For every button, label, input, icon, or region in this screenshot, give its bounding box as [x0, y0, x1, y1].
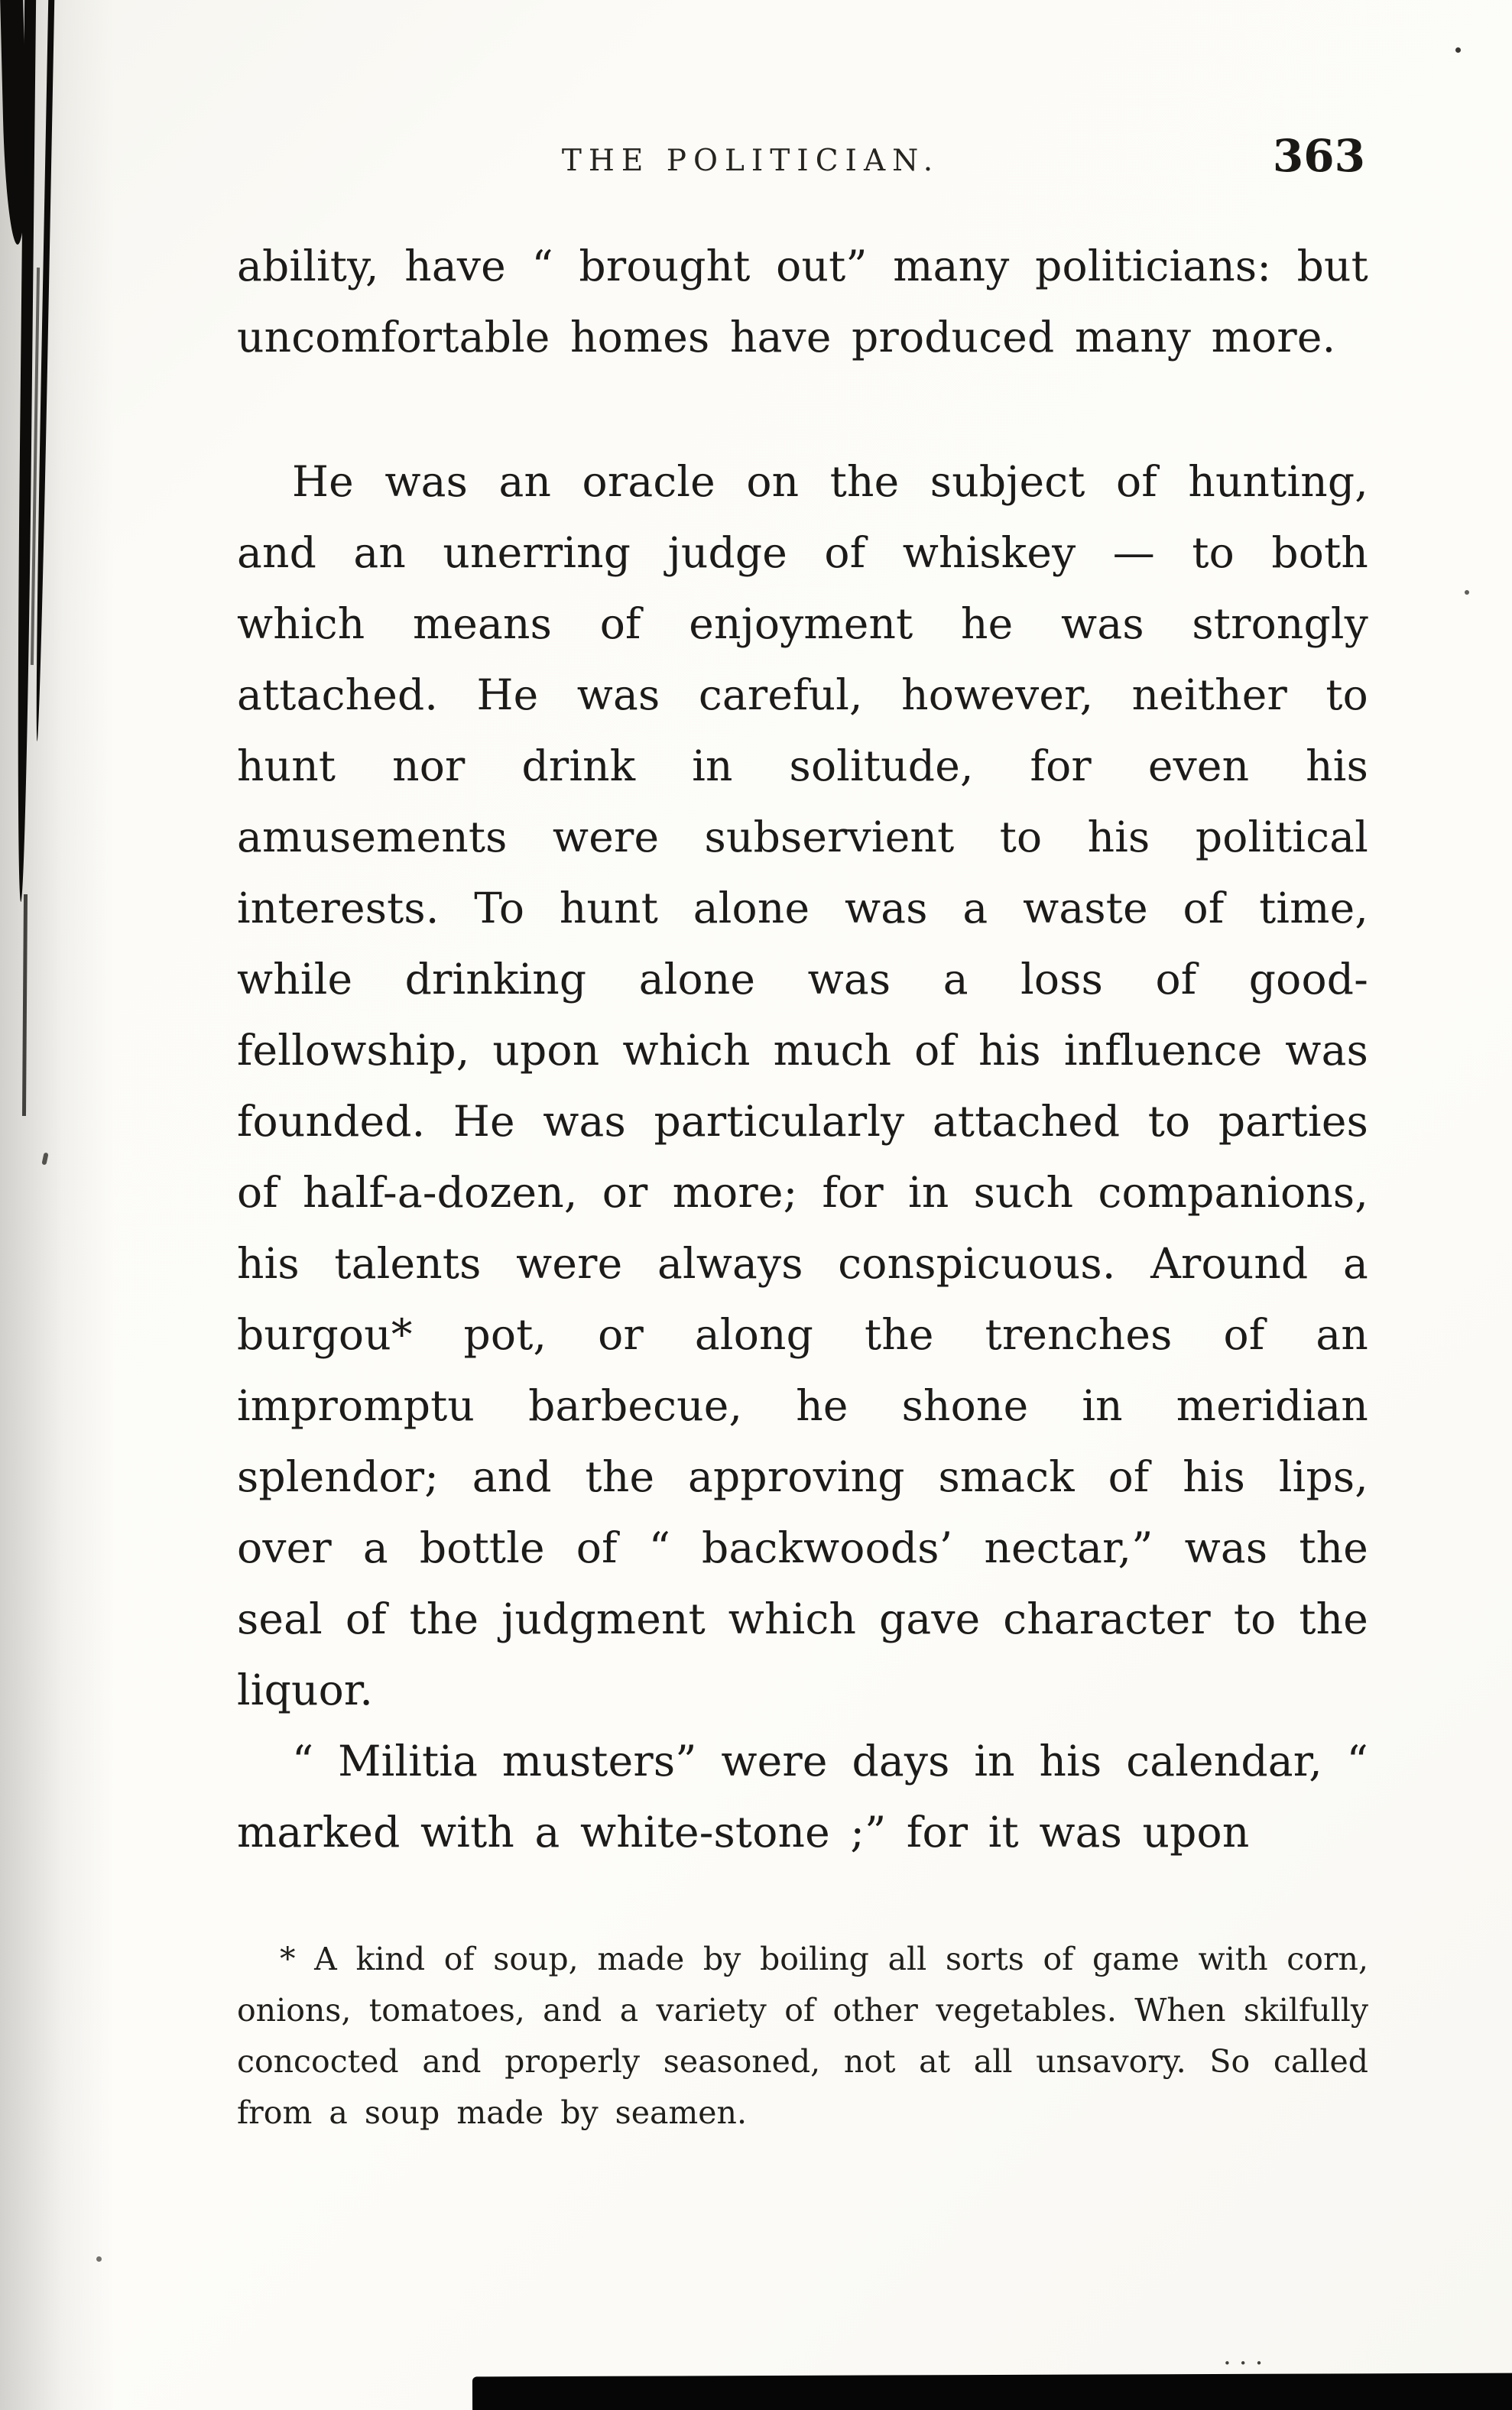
scan-artifact: [41, 1153, 48, 1166]
running-head: [237, 130, 1368, 191]
scan-artifact-dots: ...: [1223, 2340, 1271, 2371]
running-title: THE POLITICIAN.: [561, 144, 940, 178]
body-text: [237, 231, 1368, 1868]
paragraph: “ Militia musters” were days in his calendar, “ marked with a white-stone ;” for it was upon: [237, 1737, 1368, 1857]
scan-artifact: [96, 2256, 102, 2262]
footnote: * A kind of soup, made by boiling all sorts of game with corn, onions, tomatoes, and a variety of other vegetables. When skilfully concocted and properly seasoned, not at all unsavory. So called from a soup made by seamen.: [237, 1941, 1368, 2131]
text-column: [237, 130, 1368, 2139]
scan-edge-bar: [472, 2373, 1512, 2410]
scan-artifact: [1455, 47, 1461, 53]
paragraph: He was an oracle on the subject of hunting, and an unerring judge of whiskey — to both which means of enjoyment he was strongly attached. He was careful, however, neither to hunt nor drink in solitude, for even his amusements were subservient to his political interests. To hunt alone was a waste of time, while drinking alone was a loss of good-fellowship, upon which much of his influence was founded. He was particularly attached to parties of half-a-dozen, or more; for in such companions, his talents were always conspicuous. Around a burgou* pot, or along the trenches of an impromptu barbecue, he shone in meridian splendor; and the approving smack of his lips, over a bottle of “ backwoods’ nectar,” was the seal of the judgment which gave character to the liquor.: [237, 457, 1368, 1714]
page-number: 363: [1272, 130, 1365, 182]
scan-artifact: [1465, 590, 1469, 595]
paragraph-continuation: ability, have “ brought out” many politicians: but uncomfortable homes have produced many more.: [237, 242, 1368, 362]
binding-shadow-stroke: [22, 894, 28, 1116]
